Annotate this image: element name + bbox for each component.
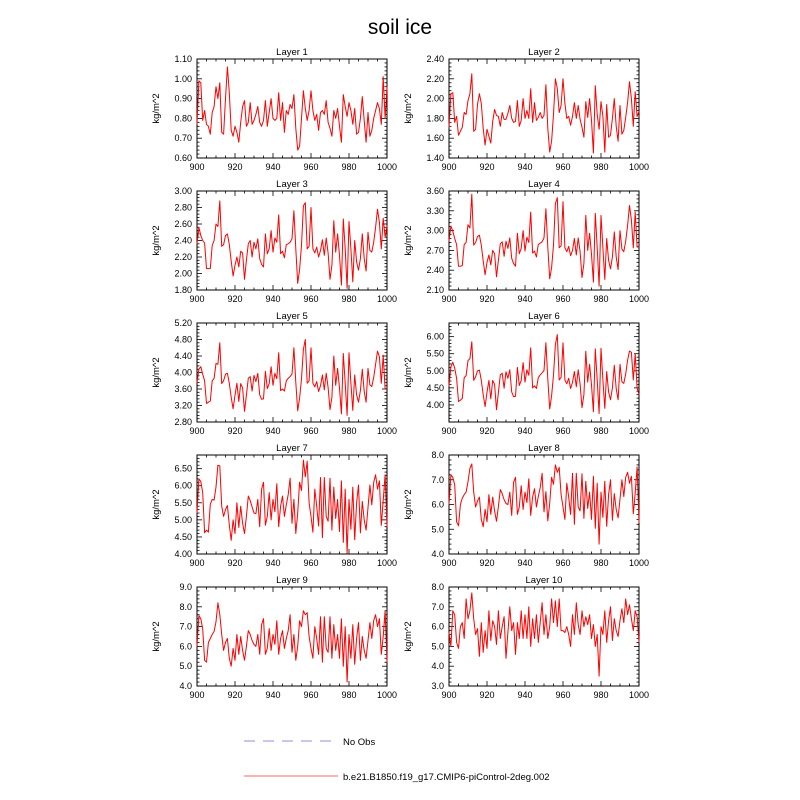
y-tick-label: 8.0: [179, 601, 192, 612]
y-tick-label: 5.20: [174, 318, 192, 328]
panels: [151, 47, 649, 700]
legend-label-no-obs: No Obs: [343, 737, 376, 748]
y-tick-label: 6.00: [426, 331, 444, 342]
y-tick-label: 2.10: [426, 285, 444, 295]
x-tick-label: 900: [441, 426, 457, 436]
plot-frame: [449, 191, 639, 290]
panel-title: Layer 2: [528, 47, 560, 58]
panel-title: Layer 3: [276, 179, 308, 190]
x-tick-label: 900: [189, 690, 205, 700]
y-tick-label: 4.0: [179, 681, 192, 691]
x-tick-label: 900: [441, 294, 457, 304]
panel-7: [151, 443, 397, 568]
y-tick-label: 0.60: [174, 153, 192, 163]
x-tick-label: 1000: [628, 162, 650, 172]
y-tick-label: 7.0: [179, 621, 192, 632]
panel-6: [403, 311, 649, 436]
y-tick-label: 5.0: [431, 524, 444, 535]
y-tick-label: 5.50: [426, 348, 444, 359]
x-tick-label: 1000: [376, 426, 398, 436]
plot-frame: [449, 323, 639, 422]
x-tick-label: 920: [227, 162, 243, 172]
y-tick-label: 2.70: [426, 245, 444, 256]
y-tick-label: 4.40: [174, 351, 192, 361]
plot-frame: [449, 587, 639, 686]
x-tick-label: 980: [593, 162, 609, 172]
x-tick-label: 940: [517, 294, 533, 304]
y-tick-label: 3.30: [426, 205, 444, 216]
x-tick-label: 980: [593, 426, 609, 436]
y-axis-label: kg/m^2: [151, 489, 162, 520]
x-tick-label: 940: [517, 426, 533, 436]
y-tick-label: 2.20: [426, 73, 444, 84]
y-tick-label: 6.0: [431, 621, 444, 632]
y-tick-label: 3.00: [174, 186, 192, 196]
x-tick-label: 920: [227, 426, 243, 436]
y-tick-label: 6.50: [174, 463, 192, 474]
y-tick-label: 5.0: [179, 661, 192, 672]
y-tick-label: 0.80: [174, 113, 192, 124]
x-tick-label: 980: [341, 690, 357, 700]
y-tick-label: 4.50: [174, 531, 192, 542]
x-tick-label: 960: [303, 690, 319, 700]
x-tick-label: 980: [593, 690, 609, 700]
panel-10: [403, 575, 649, 700]
y-tick-label: 4.00: [174, 367, 192, 378]
x-tick-label: 900: [441, 162, 457, 172]
y-tick-label: 3.00: [426, 225, 444, 236]
y-tick-label: 2.20: [174, 252, 192, 262]
x-tick-label: 980: [593, 558, 609, 568]
legend-label-model: b.e21.B1850.f19_g17.CMIP6-piControl-2deg.002: [343, 772, 550, 783]
y-axis-label: kg/m^2: [403, 225, 414, 256]
plot-frame: [197, 455, 387, 554]
x-tick-label: 900: [189, 426, 205, 436]
x-tick-label: 980: [341, 426, 357, 436]
y-tick-label: 4.80: [174, 334, 192, 345]
panel-8: [403, 443, 649, 568]
y-tick-label: 3.20: [174, 400, 192, 411]
x-tick-label: 1000: [628, 558, 650, 568]
figure-title: soil ice: [367, 16, 433, 39]
y-tick-label: 6.0: [179, 641, 192, 652]
y-tick-label: 3.0: [431, 681, 444, 691]
x-tick-label: 920: [479, 558, 495, 568]
panel-3: [151, 179, 397, 304]
y-tick-label: 5.50: [174, 497, 192, 508]
x-tick-label: 920: [479, 294, 495, 304]
y-axis-label: kg/m^2: [151, 621, 162, 652]
series-line: [197, 603, 387, 682]
y-tick-label: 7.0: [431, 601, 444, 612]
series-line: [197, 201, 387, 289]
panel-title: Layer 5: [276, 311, 308, 322]
panel-9: [151, 575, 397, 700]
panel-title: Layer 9: [276, 575, 308, 586]
y-axis-label: kg/m^2: [151, 225, 162, 256]
panel-title: Layer 6: [528, 311, 560, 322]
y-tick-label: 8.0: [431, 582, 444, 592]
x-tick-label: 900: [189, 558, 205, 568]
y-axis-label: kg/m^2: [151, 93, 162, 124]
series-line: [449, 194, 639, 286]
x-tick-label: 940: [517, 558, 533, 568]
legend: [244, 737, 550, 783]
y-tick-label: 5.00: [174, 514, 192, 525]
x-tick-label: 920: [479, 690, 495, 700]
y-tick-label: 2.40: [426, 265, 444, 276]
series-line: [197, 340, 387, 416]
y-tick-label: 6.00: [174, 480, 192, 491]
panel-title: Layer 4: [528, 179, 560, 190]
x-tick-label: 960: [303, 426, 319, 436]
y-tick-label: 4.0: [431, 661, 444, 672]
y-tick-label: 2.00: [174, 268, 192, 279]
series-line: [197, 460, 387, 553]
x-tick-label: 920: [479, 426, 495, 436]
x-tick-label: 940: [517, 162, 533, 172]
x-tick-label: 980: [341, 294, 357, 304]
y-tick-label: 2.80: [174, 202, 192, 213]
x-tick-label: 920: [227, 294, 243, 304]
x-tick-label: 940: [265, 558, 281, 568]
y-tick-label: 1.40: [426, 153, 444, 163]
y-tick-label: 4.00: [426, 399, 444, 410]
x-tick-label: 940: [265, 294, 281, 304]
panel-2: [403, 47, 649, 172]
x-tick-label: 1000: [628, 294, 650, 304]
panel-4: [403, 179, 649, 304]
y-axis-label: kg/m^2: [403, 357, 414, 388]
y-tick-label: 8.0: [431, 450, 444, 460]
x-tick-label: 1000: [376, 690, 398, 700]
y-tick-label: 2.40: [174, 235, 192, 246]
x-tick-label: 1000: [628, 690, 650, 700]
y-tick-label: 3.60: [426, 186, 444, 196]
x-tick-label: 960: [303, 558, 319, 568]
y-tick-label: 9.0: [179, 582, 192, 592]
plot-frame: [197, 191, 387, 290]
y-tick-label: 4.00: [174, 549, 192, 559]
x-tick-label: 940: [265, 690, 281, 700]
x-tick-label: 920: [479, 162, 495, 172]
y-axis-label: kg/m^2: [151, 357, 162, 388]
x-tick-label: 960: [303, 162, 319, 172]
x-tick-label: 900: [441, 690, 457, 700]
x-tick-label: 960: [555, 558, 571, 568]
panel-title: Layer 7: [276, 443, 308, 454]
y-tick-label: 1.80: [426, 113, 444, 124]
x-tick-label: 980: [341, 162, 357, 172]
x-tick-label: 1000: [376, 162, 398, 172]
x-tick-label: 960: [303, 294, 319, 304]
y-tick-label: 6.0: [431, 499, 444, 510]
x-tick-label: 940: [265, 162, 281, 172]
y-tick-label: 3.60: [174, 384, 192, 394]
x-tick-label: 980: [593, 294, 609, 304]
y-axis-label: kg/m^2: [403, 489, 414, 520]
y-tick-label: 4.50: [426, 382, 444, 393]
y-tick-label: 1.60: [426, 133, 444, 144]
series-line: [449, 335, 639, 414]
x-tick-label: 940: [517, 690, 533, 700]
panel-title: Layer 10: [525, 575, 563, 586]
x-tick-label: 980: [341, 558, 357, 568]
x-tick-label: 940: [265, 426, 281, 436]
series-line: [449, 74, 639, 153]
series-line: [449, 593, 639, 676]
y-tick-label: 1.00: [174, 73, 192, 84]
y-tick-label: 2.00: [426, 93, 444, 104]
y-tick-label: 7.0: [431, 474, 444, 485]
panel-title: Layer 8: [528, 443, 560, 454]
x-tick-label: 920: [227, 690, 243, 700]
x-tick-label: 1000: [376, 558, 398, 568]
y-tick-label: 2.60: [174, 219, 192, 229]
y-axis-label: kg/m^2: [403, 621, 414, 652]
x-tick-label: 960: [555, 426, 571, 436]
x-tick-label: 960: [555, 162, 571, 172]
series-line: [197, 67, 387, 150]
y-axis-label: kg/m^2: [403, 93, 414, 124]
y-tick-label: 4.0: [431, 549, 444, 559]
x-tick-label: 1000: [628, 426, 650, 436]
y-tick-label: 0.90: [174, 93, 192, 104]
x-tick-label: 960: [555, 690, 571, 700]
y-tick-label: 2.40: [426, 54, 444, 64]
x-tick-label: 900: [189, 294, 205, 304]
y-tick-label: 5.0: [431, 641, 444, 652]
x-tick-label: 920: [227, 558, 243, 568]
y-tick-label: 0.70: [174, 133, 192, 144]
x-tick-label: 900: [441, 558, 457, 568]
x-tick-label: 960: [555, 294, 571, 304]
panel-5: [151, 311, 397, 436]
x-tick-label: 1000: [376, 294, 398, 304]
y-tick-label: 5.00: [426, 365, 444, 376]
panel-1: [151, 47, 397, 172]
series-line: [449, 464, 639, 544]
x-tick-label: 900: [189, 162, 205, 172]
y-tick-label: 1.80: [174, 285, 192, 295]
y-tick-label: 2.80: [174, 417, 192, 427]
y-tick-label: 1.10: [174, 54, 192, 64]
panel-title: Layer 1: [276, 47, 308, 58]
plot-frame: [197, 587, 387, 686]
